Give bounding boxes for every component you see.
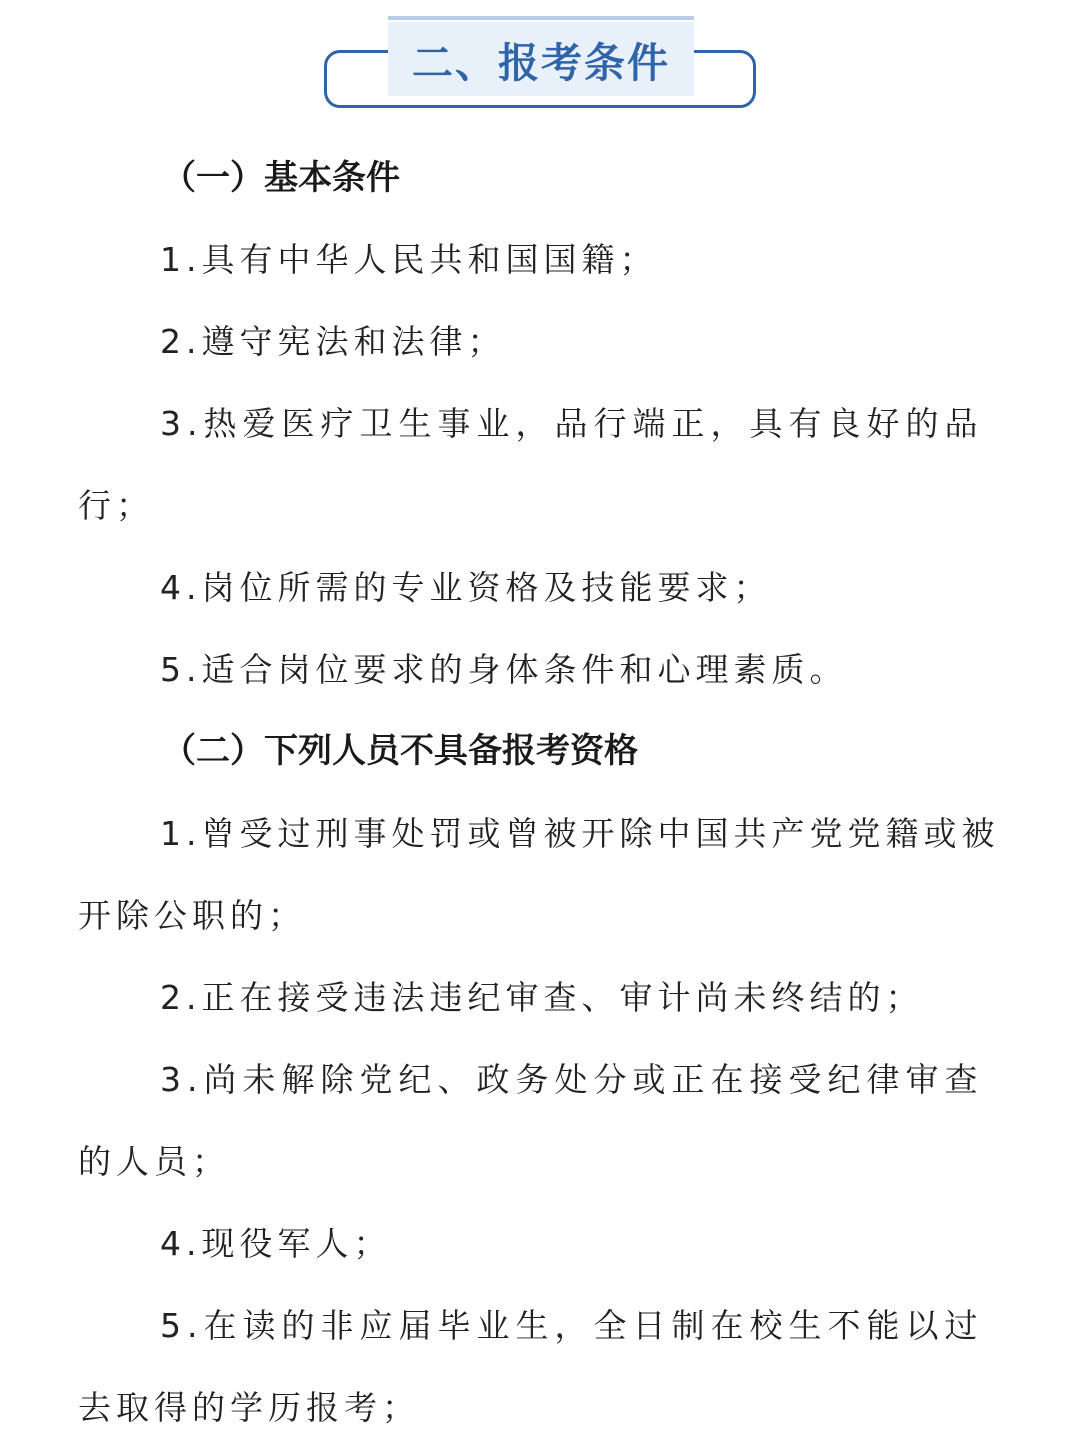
list-item: 5.在读的非应届毕业生，全日制在校生不能以过	[160, 1306, 984, 1345]
section-heading-basic-conditions: （一）基本条件	[162, 158, 400, 198]
list-item: 1.曾受过刑事处罚或曾被开除中国共产党党籍或被	[160, 814, 1000, 853]
section-heading-ineligible-persons: （二）下列人员不具备报考资格	[162, 731, 638, 771]
list-item-continuation: 行；	[78, 486, 154, 525]
banner-box	[388, 22, 694, 96]
title-banner	[0, 0, 1080, 120]
list-item: 4.现役军人；	[160, 1224, 392, 1263]
list-item: 5.适合岗位要求的身体条件和心理素质。	[160, 650, 848, 689]
banner-accent-line	[388, 16, 694, 20]
page-title: 二、报考条件	[412, 38, 670, 87]
list-item-continuation: 的人员；	[78, 1142, 230, 1181]
list-item: 1.具有中华人民共和国国籍；	[160, 240, 658, 279]
list-item: 3.热爱医疗卫生事业，品行端正，具有良好的品	[160, 404, 984, 443]
list-item: 2.遵守宪法和法律；	[160, 322, 506, 361]
list-item: 2.正在接受违法违纪审查、审计尚未终结的；	[160, 978, 924, 1017]
list-item-continuation: 开除公职的；	[78, 896, 306, 935]
list-item: 4.岗位所需的专业资格及技能要求；	[160, 568, 772, 607]
list-item-continuation: 去取得的学历报考；	[78, 1388, 420, 1427]
list-item: 3.尚未解除党纪、政务处分或正在接受纪律审查	[160, 1060, 984, 1099]
